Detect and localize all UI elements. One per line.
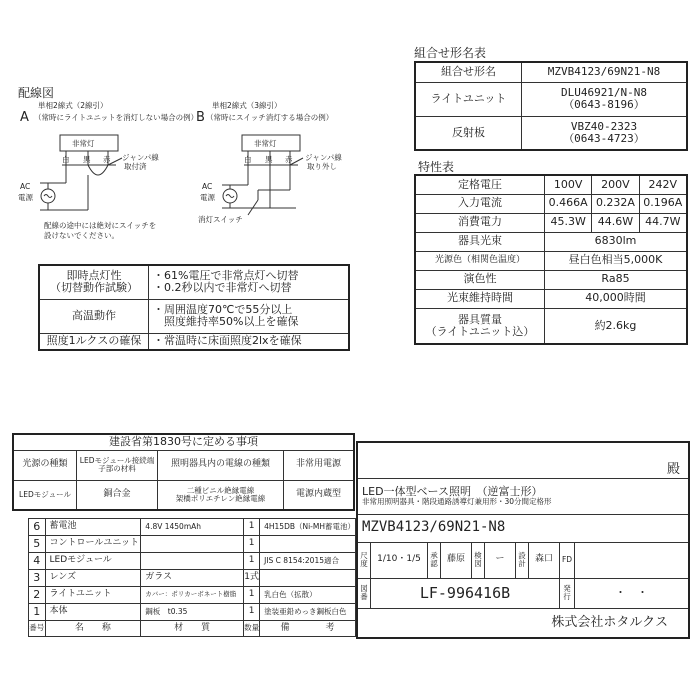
part-material: 鋼板 t0.35 [141,604,244,621]
feature-item: 照度維持率50%以上を確保 [153,315,299,328]
spec-value: 44.6W [592,213,639,232]
part-name: ライトユニット [45,587,141,604]
part-no: 6 [29,519,46,536]
wire-white-a: 白 [62,155,70,164]
spec-value: 242V [639,175,687,194]
part-material: カバー：ポリカーボネート樹脂 [141,587,244,604]
scale-value: 1/10・1/5 [371,542,428,578]
ministry-table [12,433,355,511]
jumper-a-label2: 取付済 [124,162,147,171]
spec-value: Ra85 [545,270,688,289]
part-note: 乳白色（拡散） [260,587,356,604]
check-label: 検図 [472,542,485,578]
power-label-a: 電源 [18,193,33,202]
combo-heading: 組合せ形名表 [414,46,487,60]
wire-black-a: 黒 [83,155,91,164]
features-table [38,264,350,351]
part-qty: 1式 [244,570,260,587]
product-name: LED一体型ベース照明 （逆富士形） [362,484,543,498]
ac-label-a: AC [20,182,31,191]
combo-label-cell: 反射板 [415,116,522,150]
product-subtitle: 非常用照明器具・階段通路誘導灯兼用形・30分間定格形 [362,496,552,506]
feature-item: ・0.2秒以内で非常灯へ切替 [153,281,292,295]
spec-label: 光源色（相関色温度） [415,251,545,270]
feature-item: ・周囲温度70℃で55分以上 [153,302,293,316]
lightunit-code: （0643-8196） [563,98,645,111]
feature-item: ・61%電圧で非常点灯へ切替 [153,269,299,283]
spec-label: 器具質量 [458,312,502,326]
part-no: 3 [29,570,46,587]
diagram-a-title: 単相2線式（2線引） [38,101,108,110]
diagram-b-letter: B [196,110,205,125]
spec-label-sub: （ライトユニット込） [425,324,535,338]
diagram-a-letter: A [20,110,29,125]
issue-date: ・ ・ [575,578,690,608]
emergency-label-a: 非常灯 [72,139,95,148]
part-material: ガラス [141,570,244,587]
jumper-b-label2: 取り外し [307,162,337,171]
diagram-b-title: 単相2線式（3線引） [212,101,282,110]
spec-value: 昼白色相当5,000K [545,251,688,270]
part-name: LEDモジュール [45,553,141,570]
company-name: 株式会社ホタルクス [357,608,689,638]
ministry-value: 電源内蔵型 [284,480,355,510]
switch-label: 消灯スイッチ [198,215,243,224]
part-note: 塗装亜鉛めっき鋼板白色 [260,604,356,621]
spec-label: 演色性 [415,270,545,289]
spec-label: 器具光束 [415,232,545,251]
wire-black-b: 黒 [265,155,273,164]
checker-name: ー [485,542,516,578]
feature-label-sub: （切替動作試験） [50,281,138,295]
part-material [141,553,244,570]
title-block [356,441,690,639]
part-qty: 1 [244,587,260,604]
part-material [141,536,244,553]
part-material: 4.8V 1450mAh [141,519,244,536]
feature-item: ・常温時に床面照度2lxを確保 [149,333,350,350]
ministry-header: 照明器具内の電線の種類 [158,450,284,480]
part-note [260,570,356,587]
ministry-title: 建設省第1830号に定める事項 [13,434,354,450]
wire-red-b: 赤 [285,155,293,164]
drawing-label: 図番 [357,578,371,608]
spec-value: 0.466A [545,194,592,213]
part-name: コントロールユニット [45,536,141,553]
spec-label: 消費電力 [415,213,545,232]
approve-label: 承認 [428,542,441,578]
part-name: レンズ [45,570,141,587]
spec-label: 定格電圧 [415,175,545,194]
part-no: 1 [29,604,46,621]
spec-value: 40,000時間 [545,289,688,308]
diagram-b-subtitle: （常時にスイッチ消灯する場合の例） [206,113,334,122]
specs-heading: 特性表 [418,160,455,174]
drawing-number: LF-996416B [371,578,560,608]
diagram-a-subtitle: （常時にライトユニットを消灯しない場合の例） [34,113,199,122]
emergency-label-b: 非常灯 [254,139,277,148]
part-no: 4 [29,553,46,570]
spec-value: 約2.6kg [545,308,688,344]
wire-white-b: 白 [244,155,252,164]
part-name: 蓄電池 [45,519,141,536]
wiring-title: 配線図 [18,86,55,100]
part-name: 本体 [45,604,141,621]
spec-label: 入力電流 [415,194,545,213]
part-no: 2 [29,587,46,604]
parts-header: 備 考 [260,621,356,637]
issue-label: 発行 [560,578,575,608]
ministry-value: LEDモジュール [13,480,77,510]
parts-header: 番号 [29,621,46,637]
combo-label-cell: 組合せ形名 [415,62,522,82]
wiring-note-2: 設けないでください。 [44,231,119,240]
reflector-model: VBZ40-2323 [570,119,638,133]
spec-value: 0.232A [592,194,639,213]
spec-value: 45.3W [545,213,592,232]
wiring-note-1: 配線の途中には絶対にスイッチを [44,221,157,230]
combo-model-cell: MZVB4123/69N21-N8 [522,62,688,82]
spec-value: 0.196A [639,194,687,213]
ac-label-b: AC [202,182,213,191]
fd-label: FD [560,542,575,578]
wire-red-a: 赤 [103,155,111,164]
designer-name: 森口 [529,542,560,578]
design-label: 設計 [516,542,529,578]
spec-label: 光束維持時間 [415,289,545,308]
recipient-suffix: 殿 [357,442,689,478]
combo-label-cell: ライトユニット [415,82,522,116]
parts-table [28,518,356,637]
part-note [260,536,356,553]
spec-value: 6830lm [545,232,688,251]
parts-header: 名 称 [45,621,141,637]
part-no: 5 [29,536,46,553]
part-qty: 1 [244,536,260,553]
spec-value: 100V [545,175,592,194]
jumper-a-label: ジャンパ線 [122,153,159,162]
lightunit-model: DLU46921/N-N8 [560,85,648,99]
scale-label: 尺度 [357,542,371,578]
ministry-header: 非常用電源 [284,450,355,480]
ministry-value: 二種ビニル絶縁電線 架橋ポリエチレン絶縁電線 [158,480,284,510]
spec-value: 44.7W [639,213,687,232]
approver-name: 藤原 [441,542,472,578]
reflector-code: （0643-4723） [563,131,645,145]
jumper-b-label: ジャンパ線 [305,153,342,162]
ministry-value: 銅合金 [77,480,158,510]
feature-label: 即時点灯性 [66,269,122,283]
feature-label: 照度1ルクスの確保 [39,333,149,350]
spec-value: 200V [592,175,639,194]
parts-header: 材 質 [141,621,244,637]
parts-header: 数量 [244,621,260,637]
part-qty: 1 [244,519,260,536]
part-note: 4H15DB（Ni-MH蓄電池） [260,519,356,536]
part-note: JIS C 8154:2015適合 [260,553,356,570]
part-qty: 1 [244,553,260,570]
feature-label: 高温動作 [39,299,149,333]
ministry-header: LEDモジュール接続端子部の材料 [77,450,158,480]
ministry-header: 光源の種類 [13,450,77,480]
model-number: MZVB4123/69N21-N8 [357,514,689,542]
power-label-b: 電源 [200,193,215,202]
part-qty: 1 [244,604,260,621]
